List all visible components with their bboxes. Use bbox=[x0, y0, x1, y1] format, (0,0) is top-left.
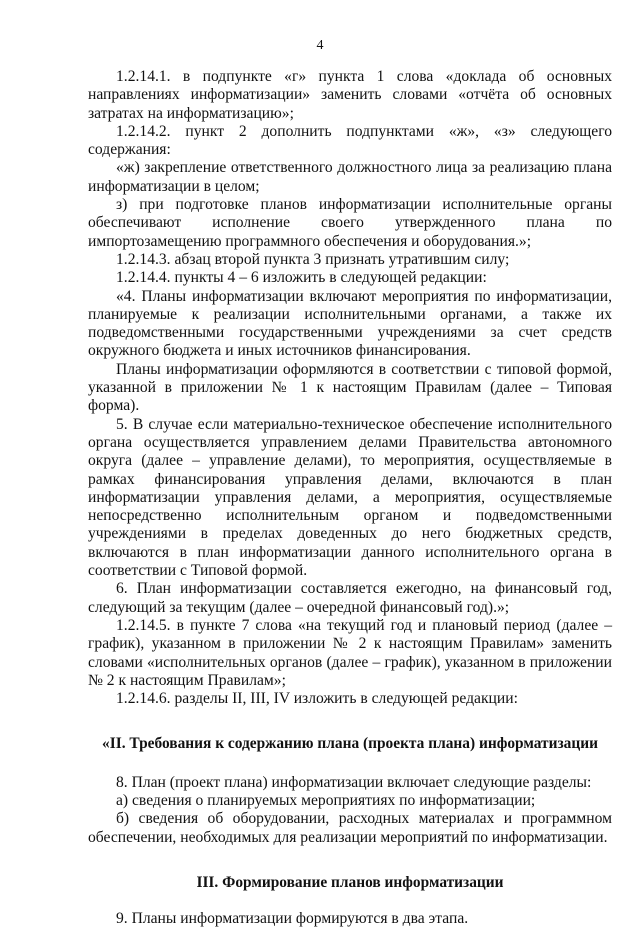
paragraph: 1.2.14.3. абзац второй пункта 3 признать утратившим силу; bbox=[116, 250, 510, 268]
page-number: 4 bbox=[316, 38, 324, 53]
section-heading-iii: III. Формирование планов информатизации bbox=[196, 873, 504, 891]
paragraph: 8. План (проект плана) информатизации включает следующие разделы: bbox=[116, 773, 592, 791]
paragraph: з) при подготовке планов информатизации исполнительные органы обеспечивают исполнение своего утвержденного плана по импортозамещению программного обеспечения и оборудования.»; bbox=[88, 196, 612, 250]
paragraph: «4. Планы информатизации включают мероприятия по информатизации, планируемые к реализации исполнительными органами, а также их подведомственными государственными учреждениями за счет средств окружного бюджета и иных источников финансирования. bbox=[88, 287, 612, 360]
paragraph: 1.2.14.4. пункты 4 – 6 изложить в следующей редакции: bbox=[116, 269, 487, 287]
section-heading-ii: «II. Требования к содержанию плана (проекта плана) информатизации bbox=[102, 735, 598, 753]
paragraph: 9. Планы информатизации формируются в два этапа. bbox=[116, 910, 469, 928]
paragraph: 1.2.14.1. в подпункте «г» пункта 1 слова «доклада об основных направлениях информатизации» заменить словами «отчёта об основных затратах на информатизацию»; bbox=[88, 68, 612, 122]
paragraph: 1.2.14.2. пункт 2 дополнить подпунктами «ж», «з» следующего содержания: bbox=[88, 122, 612, 159]
paragraph: Планы информатизации оформляются в соответствии с типовой формой, указанной в приложении № 1 к настоящим Правилам (далее – Типовая форма). bbox=[88, 360, 612, 415]
paragraph: 6. План информатизации составляется ежегодно, на финансовый год, следующий за текущим (далее – очередной финансовый год).»; bbox=[88, 580, 612, 616]
document-body bbox=[88, 68, 612, 928]
paragraph: 1.2.14.6. разделы II, III, IV изложить в следующей редакции: bbox=[116, 690, 518, 708]
paragraph: 1.2.14.5. в пункте 7 слова «на текущий год и плановый период (далее – график), указанном в приложении № 2 к настоящим Правилам» заменить словами «исполнительных органов (далее – график), указанном в приложении № 2 к настоящим Правилам»; bbox=[88, 616, 612, 689]
paragraph: «ж) закрепление ответственного должностного лица за реализацию плана информатизации в целом; bbox=[88, 159, 612, 195]
paragraph: 5. В случае если материально-техническое обеспечение исполнительного органа осуществляется управлением делами Правительства автономного округа (далее – управление делами), то мероприятия, осуществляемые в рамках финансирования управления делами, включаются в план информатизации управления делами, а мероприятия, осуществляемые непосредственно исполнительным органом и подведомственными учреждениями в пределах доведенных до него бюджетных средств, включаются в план информатизации данного исполнительного органа в соответствии с Типовой формой. bbox=[88, 415, 612, 580]
paragraph: б) сведения об оборудовании, расходных материалах и программном обеспечении, необходимых для реализации мероприятий по информатизации. bbox=[88, 810, 612, 846]
paragraph: а) сведения о планируемых мероприятиях по информатизации; bbox=[116, 791, 536, 809]
